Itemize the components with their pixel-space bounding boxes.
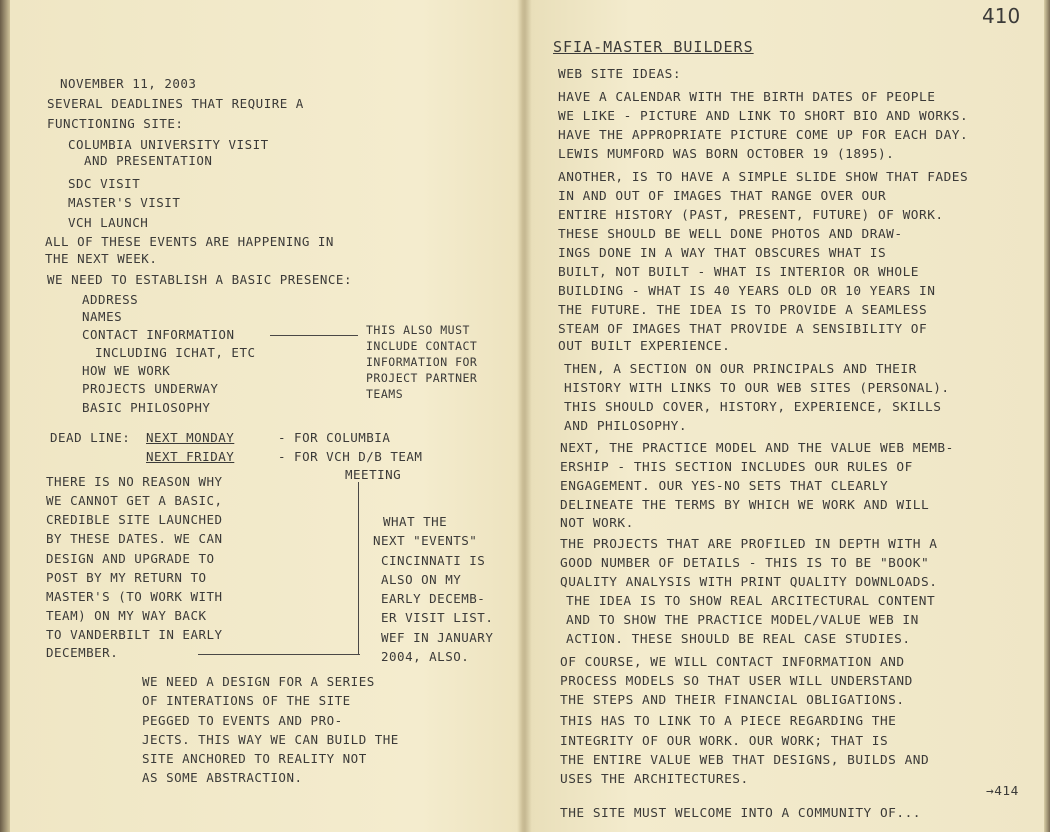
reason-line: DECEMBER. — [46, 645, 119, 660]
presence-item: BASIC PHILOSOPHY — [82, 400, 211, 415]
presence-item: ADDRESS — [82, 292, 139, 307]
left-page-edge — [0, 0, 10, 832]
events-note-line: ALL OF THESE EVENTS ARE HAPPENING IN — [45, 234, 334, 249]
body-line: GOOD NUMBER OF DETAILS - THIS IS TO BE "BOOK" — [560, 556, 930, 571]
notebook-gutter — [518, 0, 532, 832]
body-line: THIS HAS TO LINK TO A PIECE REGARDING THE — [560, 714, 897, 729]
reason-line: THERE IS NO REASON WHY — [46, 474, 223, 489]
events-side-line: ALSO ON MY — [381, 572, 462, 587]
event-item: VCH LAUNCH — [68, 215, 149, 230]
deadline-friday-detail-cont: MEETING — [345, 467, 402, 482]
page-number: 410 — [982, 4, 1021, 28]
body-line: THE SITE MUST WELCOME INTO A COMMUNITY OF... — [560, 806, 921, 821]
body-line: THEN, A SECTION ON OUR PRINCIPALS AND THEIR — [564, 362, 917, 377]
event-item: COLUMBIA UNIVERSITY VISIT — [68, 137, 269, 152]
design-need-line: JECTS. THIS WAY WE CAN BUILD THE — [142, 732, 399, 747]
reason-line: TEAM) ON MY WAY BACK — [46, 608, 207, 623]
section-heading: WEB SITE IDEAS: — [558, 67, 682, 82]
body-line: ANOTHER, IS TO HAVE A SIMPLE SLIDE SHOW THAT FADES — [558, 170, 969, 185]
design-need-line: AS SOME ABSTRACTION. — [142, 770, 303, 785]
right-page-edge — [1044, 0, 1050, 832]
body-line: USES THE ARCHITECTURES. — [560, 772, 749, 787]
body-line: BUILT, NOT BUILT - WHAT IS INTERIOR OR WHOLE — [558, 265, 919, 280]
deadline-monday: NEXT MONDAY — [146, 430, 235, 445]
deadline-friday: NEXT FRIDAY — [146, 449, 235, 464]
body-line: THE ENTIRE VALUE WEB THAT DESIGNS, BUILDS AND — [560, 753, 930, 768]
body-line: DELINEATE THE TERMS BY WHICH WE WORK AND WILL — [560, 498, 930, 513]
events-side-line: EARLY DECEMB- — [381, 591, 486, 606]
body-line: AND PHILOSOPHY. — [564, 419, 688, 434]
body-line: THIS SHOULD COVER, HISTORY, EXPERIENCE, SKILLS — [564, 400, 942, 415]
presence-item: HOW WE WORK — [82, 363, 171, 378]
event-item: AND PRESENTATION — [84, 153, 213, 168]
events-side-line: NEXT "EVENTS" — [373, 533, 478, 548]
body-line: WE LIKE - PICTURE AND LINK TO SHORT BIO AND WORKS. — [558, 109, 969, 124]
body-line: NOT WORK. — [560, 516, 634, 531]
divider-horizontal — [198, 654, 360, 655]
body-line: THESE SHOULD BE WELL DONE PHOTOS AND DRAW- — [558, 227, 903, 242]
events-side-line: WEF IN JANUARY — [381, 630, 494, 645]
contact-arrow-line — [270, 335, 358, 336]
date-heading: NOVEMBER 11, 2003 — [60, 76, 197, 91]
body-line: OUT BUILT EXPERIENCE. — [558, 339, 731, 354]
body-line: HISTORY WITH LINKS TO OUR WEB SITES (PERSONAL). — [564, 381, 950, 396]
body-line: THE STEPS AND THEIR FINANCIAL OBLIGATIONS. — [560, 693, 905, 708]
intro-line: SEVERAL DEADLINES THAT REQUIRE A — [47, 96, 304, 111]
body-line: ENGAGEMENT. OUR YES-NO SETS THAT CLEARLY — [560, 479, 889, 494]
reason-line: CREDIBLE SITE LAUNCHED — [46, 512, 223, 527]
events-side-line: ER VISIT LIST. — [381, 610, 494, 625]
body-line: THE IDEA IS TO SHOW REAL ARCITECTURAL CONTENT — [566, 594, 936, 609]
continued-on-page: →414 — [986, 784, 1019, 799]
presence-intro: WE NEED TO ESTABLISH A BASIC PRESENCE: — [47, 272, 352, 287]
reason-line: DESIGN AND UPGRADE TO — [46, 551, 215, 566]
contact-note-line: INFORMATION FOR — [366, 355, 478, 369]
reason-line: WE CANNOT GET A BASIC, — [46, 493, 223, 508]
body-line: STEAM OF IMAGES THAT PROVIDE A SENSIBILITY OF — [558, 322, 928, 337]
design-need-line: OF INTERATIONS OF THE SITE — [142, 693, 351, 708]
body-line: HAVE THE APPROPRIATE PICTURE COME UP FOR EACH DAY. — [558, 128, 969, 143]
events-note-line: THE NEXT WEEK. — [45, 251, 158, 266]
body-line: INGS DONE IN A WAY THAT OBSCURES WHAT IS — [558, 246, 887, 261]
presence-item: NAMES — [82, 309, 123, 324]
contact-note-line: TEAMS — [366, 387, 404, 401]
body-line: NEXT, THE PRACTICE MODEL AND THE VALUE WEB MEMB- — [560, 441, 954, 456]
body-line: AND TO SHOW THE PRACTICE MODEL/VALUE WEB IN — [566, 613, 919, 628]
presence-item: CONTACT INFORMATION — [82, 327, 235, 342]
design-need-line: PEGGED TO EVENTS AND PRO- — [142, 713, 343, 728]
deadline-friday-detail: - FOR VCH D/B TEAM — [278, 449, 423, 464]
design-need-line: WE NEED A DESIGN FOR A SERIES — [142, 674, 375, 689]
reason-line: POST BY MY RETURN TO — [46, 570, 207, 585]
contact-note-line: THIS ALSO MUST — [366, 323, 470, 337]
design-need-line: SITE ANCHORED TO REALITY NOT — [142, 751, 367, 766]
body-line: HAVE A CALENDAR WITH THE BIRTH DATES OF PEOPLE — [558, 90, 936, 105]
events-side-line: CINCINNATI IS — [381, 553, 486, 568]
body-line: ACTION. THESE SHOULD BE REAL CASE STUDIES. — [566, 632, 911, 647]
event-item: MASTER'S VISIT — [68, 195, 181, 210]
deadline-monday-detail: - FOR COLUMBIA — [278, 430, 391, 445]
reason-line: MASTER'S (TO WORK WITH — [46, 589, 223, 604]
event-item: SDC VISIT — [68, 176, 141, 191]
deadline-label: DEAD LINE: — [50, 430, 131, 445]
divider-vertical — [358, 482, 359, 654]
reason-line: BY THESE DATES. WE CAN — [46, 531, 223, 546]
body-line: INTEGRITY OF OUR WORK. OUR WORK; THAT IS — [560, 734, 889, 749]
contact-note-line: PROJECT PARTNER — [366, 371, 478, 385]
body-line: THE PROJECTS THAT ARE PROFILED IN DEPTH WITH A — [560, 537, 938, 552]
events-side-line: 2004, ALSO. — [381, 649, 470, 664]
body-line: ENTIRE HISTORY (PAST, PRESENT, FUTURE) OF WORK. — [558, 208, 944, 223]
body-line: BUILDING - WHAT IS 40 YEARS OLD OR 10 YEARS IN — [558, 284, 936, 299]
body-line: IN AND OUT OF IMAGES THAT RANGE OVER OUR — [558, 189, 887, 204]
page-title: SFIA-MASTER BUILDERS — [553, 38, 754, 56]
body-line: PROCESS MODELS SO THAT USER WILL UNDERSTAND — [560, 674, 913, 689]
intro-line: FUNCTIONING SITE: — [47, 116, 184, 131]
contact-note-line: INCLUDE CONTACT — [366, 339, 478, 353]
body-line: OF COURSE, WE WILL CONTACT INFORMATION AND — [560, 655, 905, 670]
presence-item: PROJECTS UNDERWAY — [82, 381, 219, 396]
presence-item: INCLUDING ICHAT, ETC — [95, 345, 256, 360]
reason-line: TO VANDERBILT IN EARLY — [46, 627, 223, 642]
body-line: ERSHIP - THIS SECTION INCLUDES OUR RULES OF — [560, 460, 913, 475]
body-line: THE FUTURE. THE IDEA IS TO PROVIDE A SEAMLESS — [558, 303, 928, 318]
body-line: LEWIS MUMFORD WAS BORN OCTOBER 19 (1895). — [558, 147, 895, 162]
body-line: QUALITY ANALYSIS WITH PRINT QUALITY DOWNLOADS. — [560, 575, 938, 590]
events-side-line: WHAT THE — [383, 514, 448, 529]
